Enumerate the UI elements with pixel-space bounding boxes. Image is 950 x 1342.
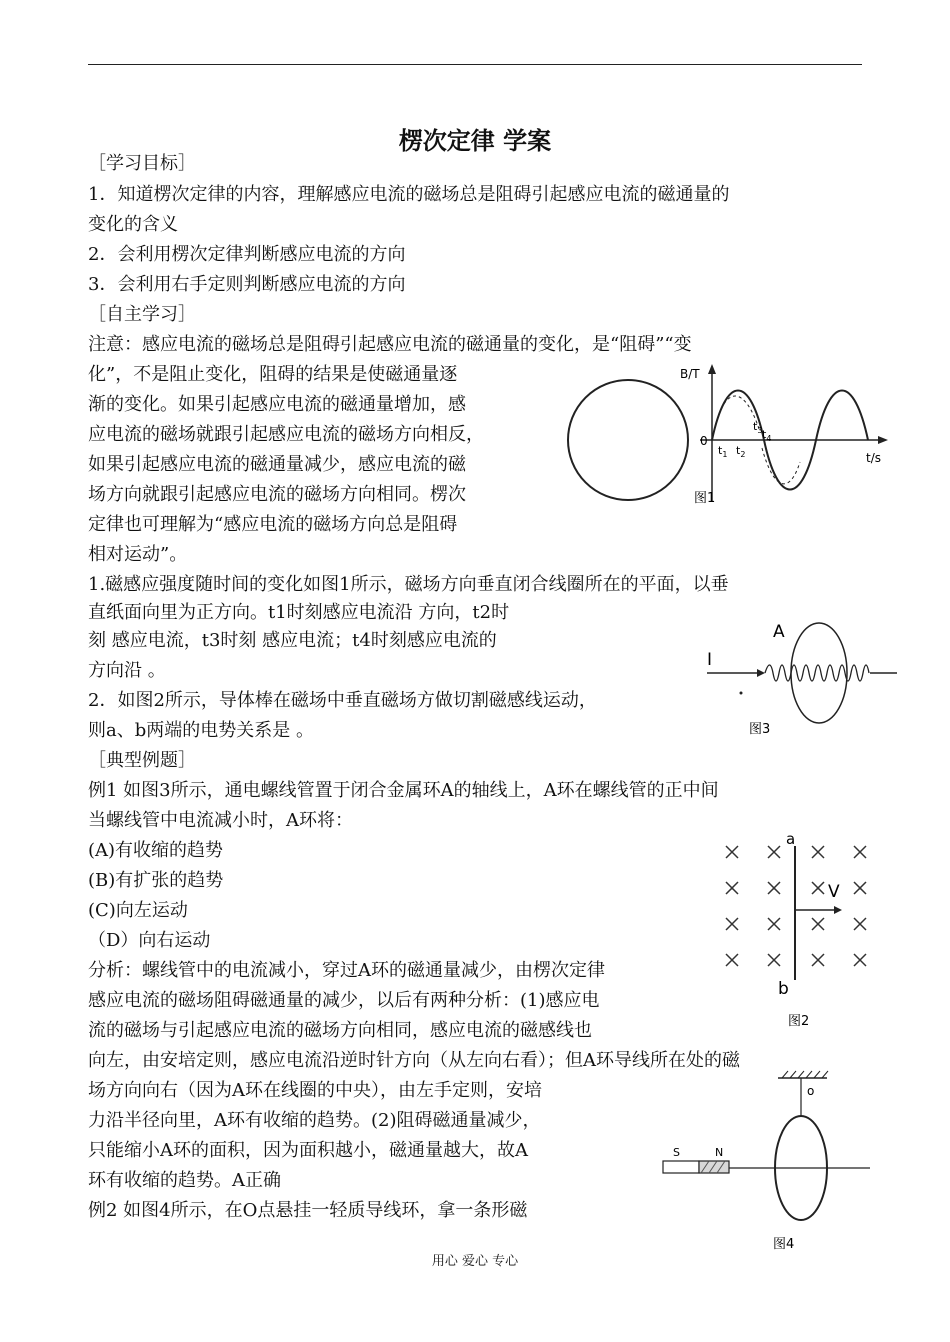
ceiling-hatch — [782, 1071, 828, 1078]
figure-2 — [718, 832, 878, 1037]
text-line: ［典型例题］ — [88, 750, 196, 771]
text-line: 则a、b两端的电势关系是 。 — [88, 720, 314, 741]
ring-label: A — [773, 622, 785, 642]
text-line: 变化的含义 — [88, 214, 178, 235]
t3-label: $t_3$ — [753, 420, 763, 435]
figure-3 — [705, 615, 900, 740]
coil-loop — [568, 380, 688, 500]
figure-1-caption: 图1 — [694, 491, 716, 506]
text-line: 1.磁感应强度随时间的变化如图1所示，磁场方向垂直闭合线圈所在的平面，以垂 — [88, 574, 729, 595]
text-line: 只能缩小A环的面积，因为面积越小，磁通量越大，故A — [88, 1140, 528, 1161]
text-line: 当螺线管中电流减小时，A环将： — [88, 810, 353, 831]
pivot-label: o — [807, 1084, 815, 1098]
text-line: 力沿半径向里，A环有收缩的趋势。(2)阻碍磁通量减少， — [88, 1110, 541, 1131]
figure-1 — [560, 362, 890, 512]
velocity-label: V — [828, 882, 840, 902]
text-line: ［自主学习］ — [88, 304, 196, 325]
text-line: 渐的变化。如果引起感应电流的磁通量增加，感 — [88, 394, 466, 415]
text-line: (A)有收缩的趋势 — [88, 840, 224, 861]
text-line: ［学习目标］ — [88, 153, 196, 174]
solenoid — [765, 665, 869, 681]
figure-2-caption: 图2 — [788, 1014, 810, 1029]
text-line: （D）向右运动 — [88, 930, 211, 951]
text-line: 相对运动”。 — [88, 544, 188, 565]
text-line: 注意：感应电流的磁场总是阻碍引起感应电流的磁通量的变化，是“阻碍”“变 — [88, 334, 692, 355]
text-line: 化”，不是阻止变化，阻碍的结果是使磁通量逐 — [88, 364, 458, 385]
text-line: (B)有扩张的趋势 — [88, 870, 224, 891]
text-line: 1．知道楞次定律的内容，理解感应电流的磁场总是阻碍引起感应电流的磁通量的 — [88, 184, 730, 205]
origin-label: 0 — [700, 434, 708, 448]
text-line: 应电流的磁场就跟引起感应电流的磁场方向相反， — [88, 424, 484, 445]
y-axis-arrow — [708, 364, 716, 374]
current-label: I — [707, 650, 713, 670]
y-axis-label: B/T — [680, 367, 700, 381]
text-line: 2．会利用楞次定律判断感应电流的方向 — [88, 244, 406, 265]
figure-3-caption: 图3 — [749, 722, 771, 737]
bar-magnet-n — [699, 1161, 729, 1173]
text-line: 例1 如图3所示，通电螺线管置于闭合金属环A的轴线上，A环在螺线管的正中间 — [88, 780, 719, 801]
bar-magnet-s — [663, 1161, 699, 1173]
text-line: 场方向向右（因为A环在线圈的中央），由左手定则，安培 — [88, 1080, 542, 1101]
header-rule — [88, 64, 862, 65]
text-line: 方向沿 。 — [88, 660, 166, 681]
x-axis-arrow — [878, 436, 888, 444]
text-line: 刻 感应电流，t3时刻 感应电流；t4时刻感应电流的 — [88, 630, 497, 651]
page-footer: 用心 爱心 专心 — [431, 1254, 519, 1269]
text-line: 直纸面向里为正方向。t1时刻感应电流沿 方向，t2时 — [88, 602, 510, 623]
text-line: 例2 如图4所示，在O点悬挂一轻质导线环，拿一条形磁 — [88, 1200, 528, 1221]
figure-4-caption: 图4 — [773, 1237, 795, 1252]
t4-label: $t_4$ — [762, 428, 772, 443]
text-line: (C)向左运动 — [88, 900, 188, 921]
x-axis-label: t/s — [866, 451, 881, 465]
t1-label: $t_1$ — [718, 444, 728, 459]
text-line: 流的磁场与引起感应电流的磁场方向相同，感应电流的磁感线也 — [88, 1020, 592, 1041]
t2-label: $t_2$ — [736, 444, 746, 459]
text-line: 2．如图2所示，导体棒在磁场中垂直磁场方做切割磁感线运动， — [88, 690, 597, 711]
text-line: 定律也可理解为“感应电流的磁场方向总是阻碍 — [88, 514, 458, 535]
text-line: 向左，由安培定则，感应电流沿逆时针方向（从左向右看）；但A环导线所在处的磁 — [88, 1050, 740, 1071]
text-line: 3．会利用右手定则判断感应电流的方向 — [88, 274, 406, 295]
text-line: 感应电流的磁场阻碍磁通量的减少，以后有两种分析：(1)感应电 — [88, 990, 600, 1011]
text-line: 场方向就跟引起感应电流的磁场方向相同。楞次 — [88, 484, 466, 505]
velocity-arrowhead — [834, 906, 842, 914]
text-line: 如果引起感应电流的磁通量减少，感应电流的磁 — [88, 454, 466, 475]
page-title: 楞次定律 学案 — [398, 127, 552, 155]
rod-bottom-label: b — [778, 979, 789, 999]
rod-top-label: a — [786, 832, 796, 848]
current-arrowhead — [757, 669, 765, 677]
figure-4 — [655, 1068, 875, 1253]
text-line: 分析：螺线管中的电流减小，穿过A环的磁通量减少，由楞次定律 — [88, 960, 605, 981]
magnet-s-label: S — [673, 1146, 680, 1159]
magnet-n-label: N — [715, 1146, 724, 1159]
text-line: 环有收缩的趋势。A正确 — [88, 1170, 281, 1191]
